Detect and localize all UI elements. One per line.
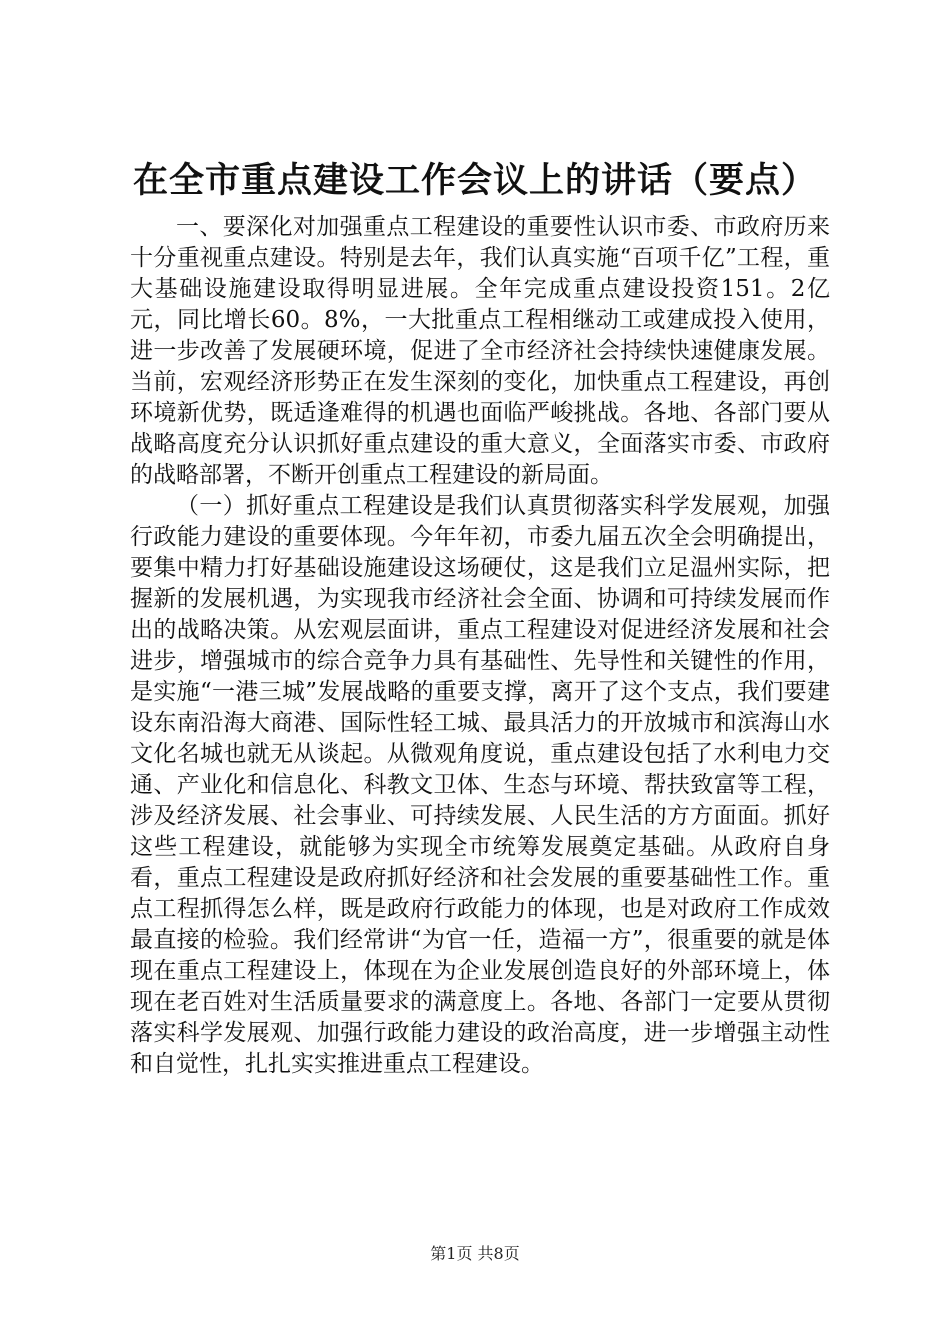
document-body (130, 212, 830, 1080)
paragraph-1: 一、要深化对加强重点工程建设的重要性认识市委、市政府历来十分重视重点建设。特别是去年，我们认真实施“百项千亿”工程，重大基础设施建设取得明显进展。全年完成重点建设投资151。2亿元，同比增长60。8%，一大批重点工程相继动工或建成投入使用，进一步改善了发展硬环境，促进了全市经济社会持续快速健康发展。当前，宏观经济形势正在发生深刻的变化，加快重点工程建设，再创环境新优势，既适逢难得的机遇也面临严峻挑战。各地、各部门要从战略高度充分认识抓好重点建设的重大意义，全面落实市委、市政府的战略部署，不断开创重点工程建设的新局面。 (130, 214, 830, 488)
page-number-footer: 第1页 共8页 (430, 1244, 520, 1263)
document-title: 在全市重点建设工作会议上的讲话（要点） (132, 160, 817, 201)
paragraph-2: （一）抓好重点工程建设是我们认真贯彻落实科学发展观，加强行政能力建设的重要体现。今年年初，市委九届五次全会明确提出，要集中精力打好基础设施建设这场硬仗，这是我们立足温州实际，把握新的发展机遇，为实现我市经济社会全面、协调和可持续发展而作出的战略决策。从宏观层面讲，重点工程建设对促进经济发展和社会进步，增强城市的综合竞争力具有基础性、先导性和关键性的作用，是实施“一港三城”发展战略的重要支撑，离开了这个支点，我们要建设东南沿海大商港、国际性轻工城、最具活力的开放城市和滨海山水文化名城也就无从谈起。从微观角度说，重点建设包括了水利电力交通、产业化和信息化、科教文卫体、生态与环境、帮扶致富等工程，涉及经济发展、社会事业、可持续发展、人民生活的方方面面。抓好这些工程建设，就能够为实现全市统筹发展奠定基础。从政府自身看，重点工程建设是政府抓好经济和社会发展的重要基础性工作。重点工程抓得怎么样，既是政府行政能力的体现，也是对政府工作成效最直接的检验。我们经常讲“为官一任，造福一方”，很重要的就是体现在重点工程建设上，体现在为企业发展创造良好的外部环境上，体现在老百姓对生活质量要求的满意度上。各地、各部门一定要从贯彻落实科学发展观、加强行政能力建设的政治高度，进一步增强主动性和自觉性，扎扎实实推进重点工程建设。 (130, 493, 830, 1077)
